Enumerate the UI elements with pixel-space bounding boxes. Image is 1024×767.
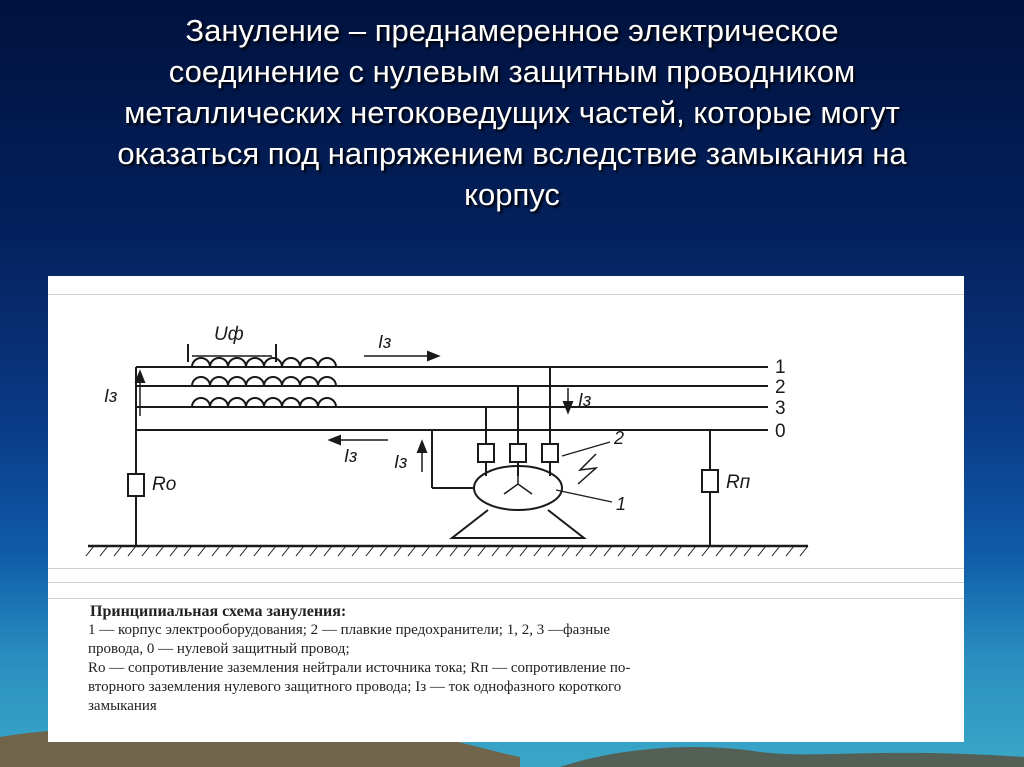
title-line: металлических нетоковедущих частей, которые могут — [124, 95, 900, 130]
title-line: корпус — [464, 177, 560, 212]
r-zero-label: Ro — [152, 474, 177, 495]
caption-heading: Принципиальная схема зануления: — [90, 603, 347, 620]
fuse — [478, 444, 494, 462]
caption-line: замыкания — [88, 698, 157, 714]
diagram-panel — [48, 276, 964, 742]
caption-line: провода, 0 — нулевой защитный провод; — [88, 641, 350, 657]
divider — [48, 582, 964, 583]
motor-base — [452, 510, 584, 538]
callout-label-2: 2 — [614, 428, 625, 448]
callout-leader — [556, 490, 612, 502]
line-label-1: 1 — [775, 357, 786, 378]
motor-winding — [504, 474, 532, 494]
diagram-caption — [88, 602, 962, 716]
r-rep-resistor — [702, 470, 718, 492]
line-label-2: 2 — [775, 377, 786, 398]
fuse — [510, 444, 526, 462]
divider — [48, 598, 964, 599]
fuse — [542, 444, 558, 462]
title-line: оказаться под напряжением вследствие замыкания на — [117, 136, 907, 171]
slide-title — [60, 10, 964, 215]
title-line: Зануление – преднамеренное электрическое — [185, 13, 839, 48]
caption-line: вторного заземления нулевого защитного провода; Iз — ток однофазного короткого — [88, 679, 622, 695]
caption-line: Ro — сопротивление заземления нейтрали источника тока; Rп — сопротивление по- — [88, 660, 631, 676]
ground-hatching — [86, 546, 808, 556]
fault-lightning-icon — [578, 454, 596, 484]
caption-line: 1 — корпус электрооборудования; 2 — плавкие предохранители; 1, 2, 3 —фазные — [88, 622, 611, 638]
uphase-label: Uф — [214, 324, 244, 345]
r-rep-label: Rп — [726, 472, 751, 493]
current-label-right: Iз — [578, 390, 592, 410]
current-label-left: Iз — [104, 386, 118, 406]
title-line: соединение с нулевым защитным проводником — [168, 54, 856, 89]
grounding-schematic — [48, 276, 964, 576]
current-label-mid: Iз — [394, 452, 408, 472]
line-label-3: 3 — [775, 398, 786, 419]
callout-label-1: 1 — [616, 494, 627, 514]
line-label-0: 0 — [775, 421, 786, 442]
current-label-top: Iз — [378, 332, 392, 352]
callout-leader — [562, 442, 610, 456]
transformer-coils — [192, 358, 336, 407]
current-label-zero: Iз — [344, 446, 358, 466]
r-zero-resistor — [128, 474, 144, 496]
